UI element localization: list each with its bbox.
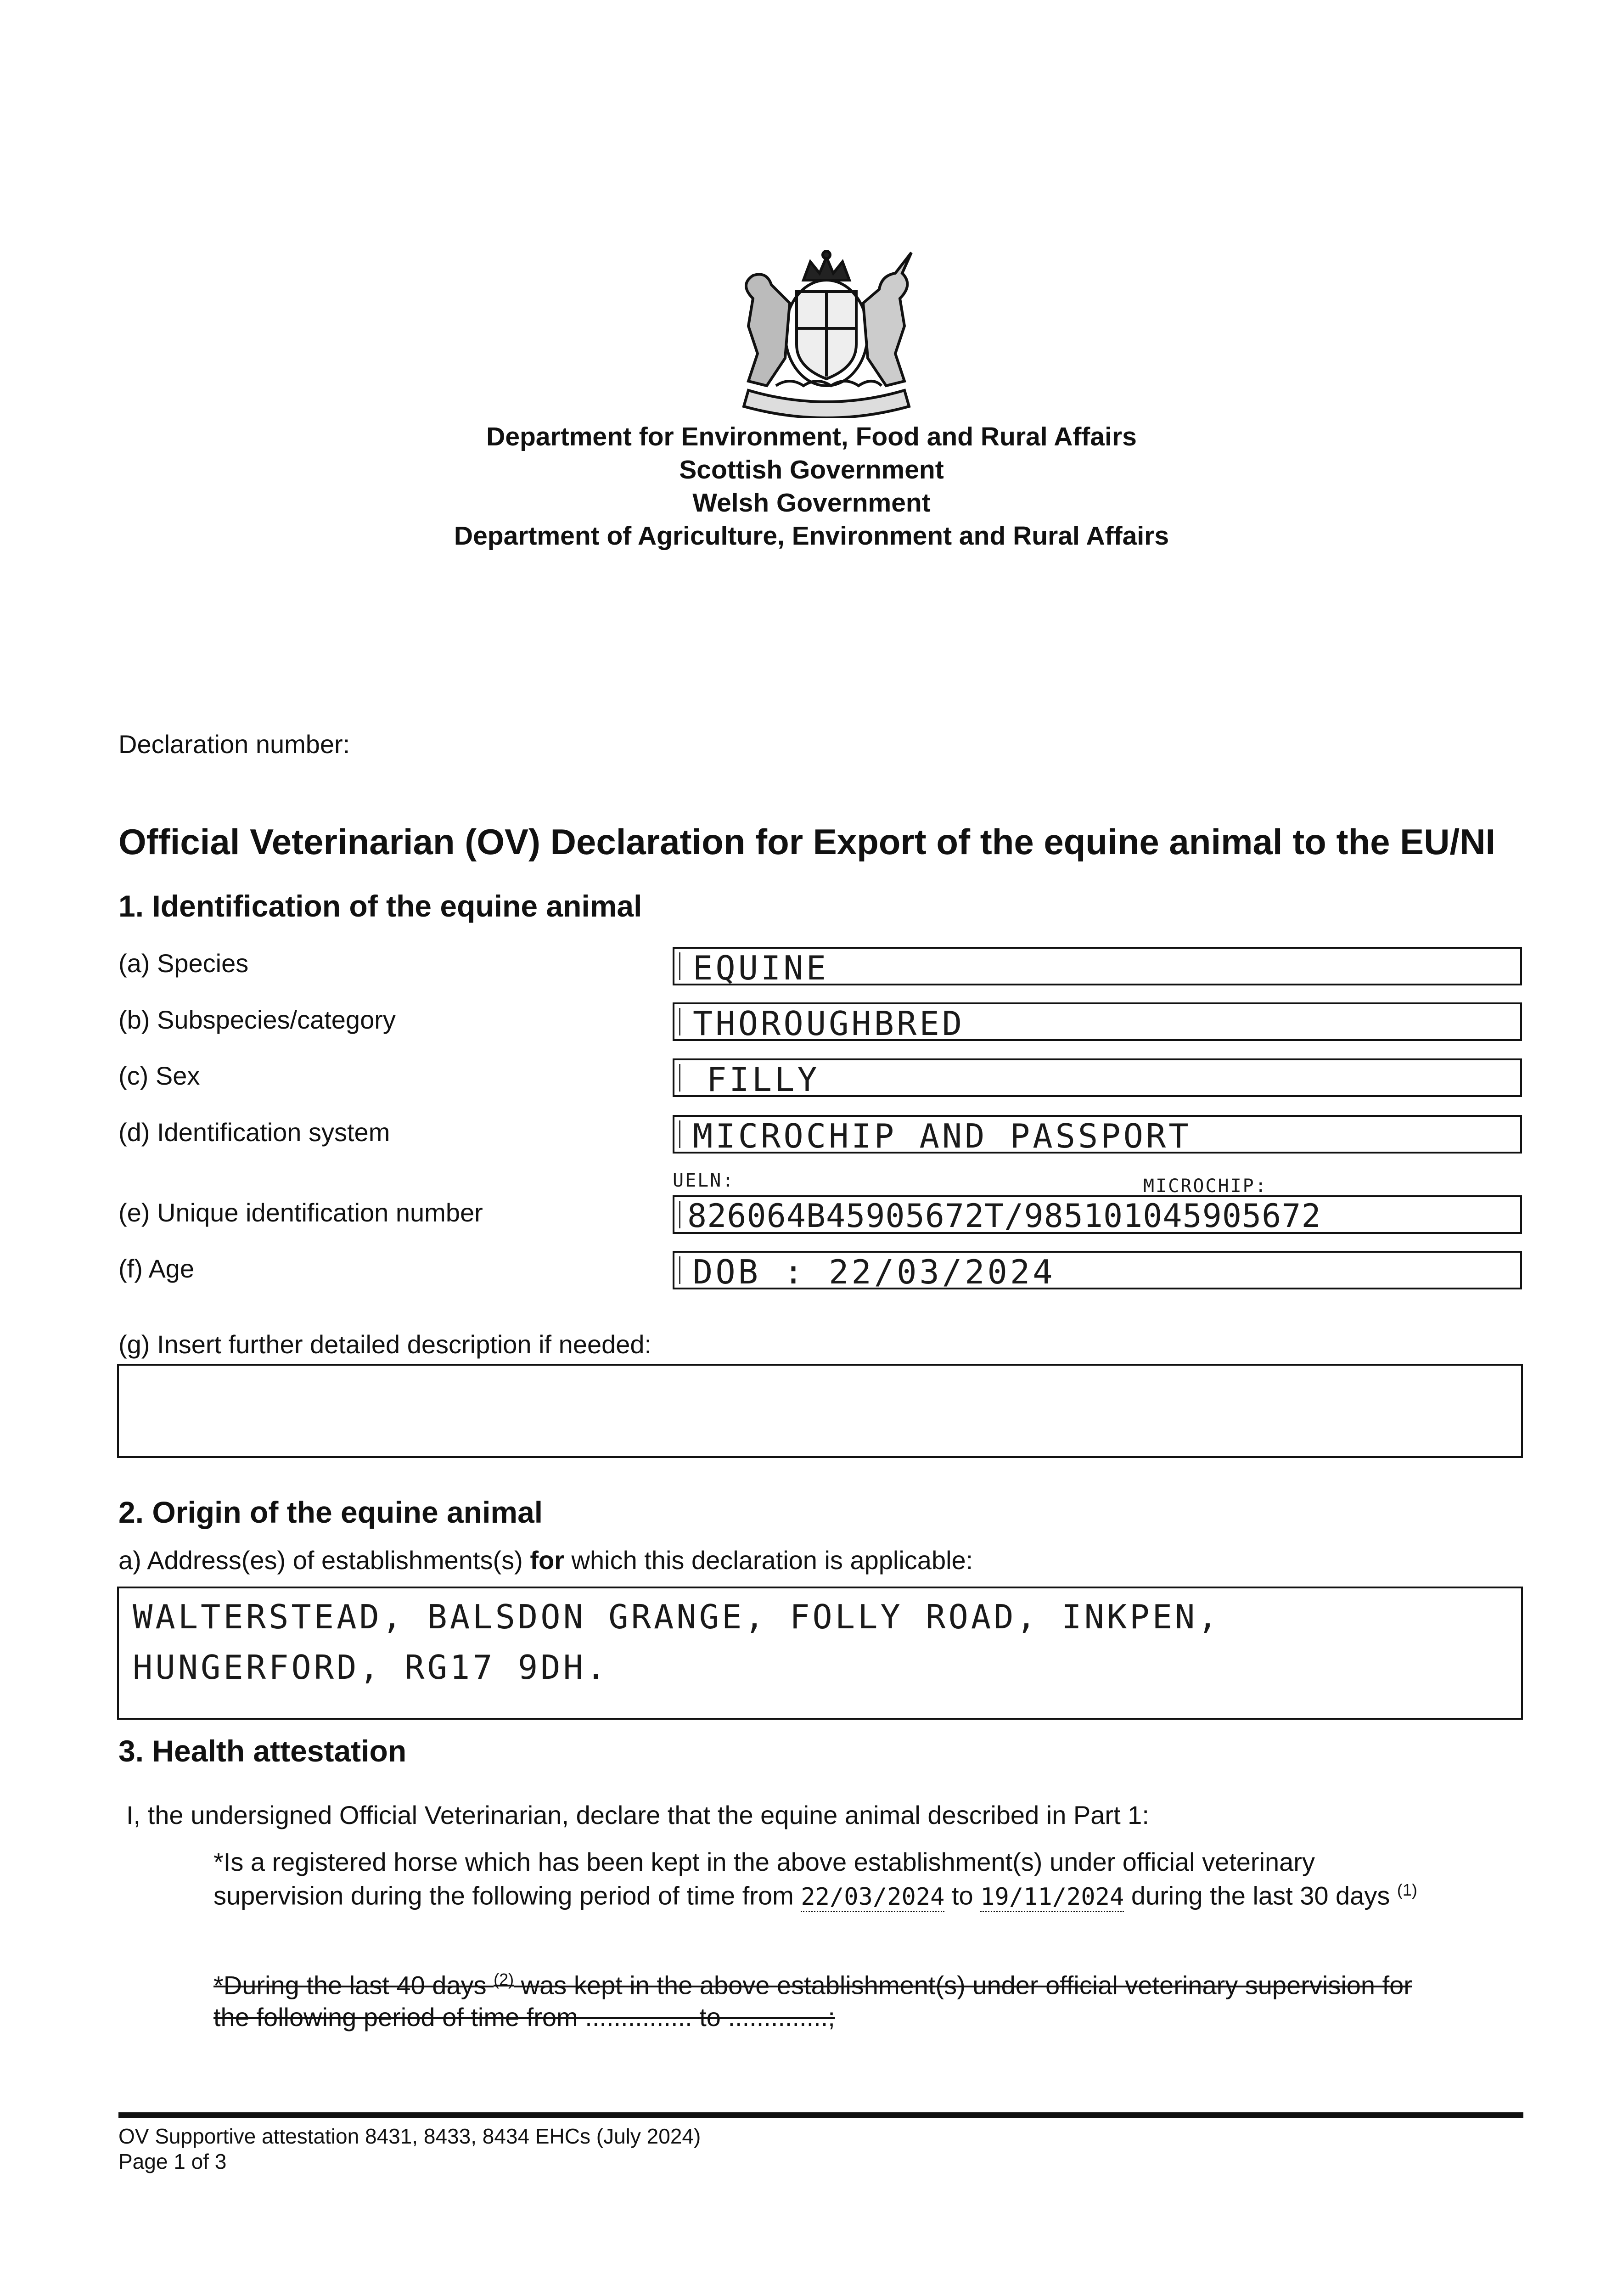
section1-heading: 1. Identification of the equine animal [118, 889, 642, 923]
identification-system-label: (d) Identification system [118, 1118, 390, 1147]
identification-system-field[interactable] [673, 1115, 1522, 1154]
age-label: (f) Age [118, 1254, 194, 1283]
clause2-line2: the following period of time from ............... to ..............; [213, 2003, 835, 2032]
address-label-post: which this declaration is applicable: [564, 1546, 973, 1575]
period-to-date: 19/11/2024 [980, 1883, 1124, 1912]
address-label-bold: for [530, 1546, 564, 1575]
sex-value: FILLY [707, 1060, 820, 1099]
agency-scottish-government: Scottish Government [679, 455, 944, 484]
section2-heading: 2. Origin of the equine animal [118, 1495, 543, 1529]
clause2-post: was kept in the above establishment(s) under official veterinary supervision for [514, 1970, 1412, 2000]
clause1-pre: supervision during the following period of time from [213, 1881, 801, 1910]
address-line-2: HUNGERFORD, RG17 9DH. [133, 1648, 609, 1687]
agency-names [0, 420, 1623, 552]
sex-label: (c) Sex [118, 1061, 200, 1090]
clause2-pre: *During the last 40 days [213, 1970, 494, 2000]
clause1-line1: *Is a registered horse which has been kept in the above establishment(s) under official veterinary [213, 1847, 1315, 1876]
unique-id-value: 826064B4590567​2T/985101045905672 [687, 1197, 1321, 1235]
unique-id-label: (e) Unique identification number [118, 1198, 483, 1227]
footnote-ref-2: (2) [494, 1970, 514, 1989]
species-field[interactable] [673, 947, 1522, 985]
attestation-intro: I, the undersigned Official Veterinarian, declare that the equine animal described in Part 1: [126, 1801, 1149, 1829]
age-value: DOB : 22/03/2024 [693, 1253, 1056, 1291]
clause1-mid: to [944, 1881, 981, 1910]
footer-divider [118, 2112, 1523, 2118]
declaration-number-label: Declaration number: [118, 730, 350, 759]
unique-id-field[interactable] [673, 1195, 1522, 1234]
species-value: EQUINE [693, 949, 829, 987]
address-label-pre: a) Address(es) of establishments(s) [118, 1546, 530, 1575]
subspecies-field[interactable] [673, 1002, 1522, 1041]
clause1-post: during the last 30 days [1124, 1881, 1397, 1910]
further-description-label: (g) Insert further detailed description if needed: [118, 1330, 652, 1359]
species-label: (a) Species [118, 949, 249, 978]
royal-coat-of-arms [721, 248, 932, 418]
section3-heading: 3. Health attestation [118, 1734, 407, 1768]
footer-version: OV Supportive attestation 8431, 8433, 8434 EHCs (July 2024) [118, 2124, 701, 2148]
period-from-date: 22/03/2024 [801, 1883, 944, 1912]
clause1-line2 [213, 1880, 1417, 1911]
age-field[interactable] [673, 1251, 1522, 1289]
footnote-ref-1: (1) [1397, 1880, 1417, 1899]
document-title: Official Veterinarian (OV) Declaration for Export of the equine animal to the EU/NI [118, 822, 1496, 862]
ueln-note: UELN: [673, 1170, 735, 1191]
address-label [118, 1545, 973, 1575]
sex-field[interactable] [673, 1058, 1522, 1097]
address-box[interactable] [117, 1587, 1523, 1720]
agency-defra: Department for Environment, Food and Rural Affairs [486, 422, 1137, 451]
address-line-1: WALTERSTEAD, BALSDON GRANGE, FOLLY ROAD, INKPEN, [133, 1598, 1220, 1636]
further-description-box[interactable] [117, 1364, 1523, 1458]
agency-daera: Department of Agriculture, Environment and Rural Affairs [454, 521, 1169, 551]
agency-welsh-government: Welsh Government [692, 488, 931, 518]
identification-system-value: MICROCHIP AND PASSPORT [693, 1117, 1191, 1155]
subspecies-value: THOROUGHBRED [693, 1004, 965, 1043]
microchip-note: MICROCHIP: [1143, 1176, 1268, 1197]
subspecies-label: (b) Subspecies/category [118, 1005, 396, 1034]
footer-page-number: Page 1 of 3 [118, 2150, 227, 2173]
clause2-line1 [213, 1970, 1412, 2000]
